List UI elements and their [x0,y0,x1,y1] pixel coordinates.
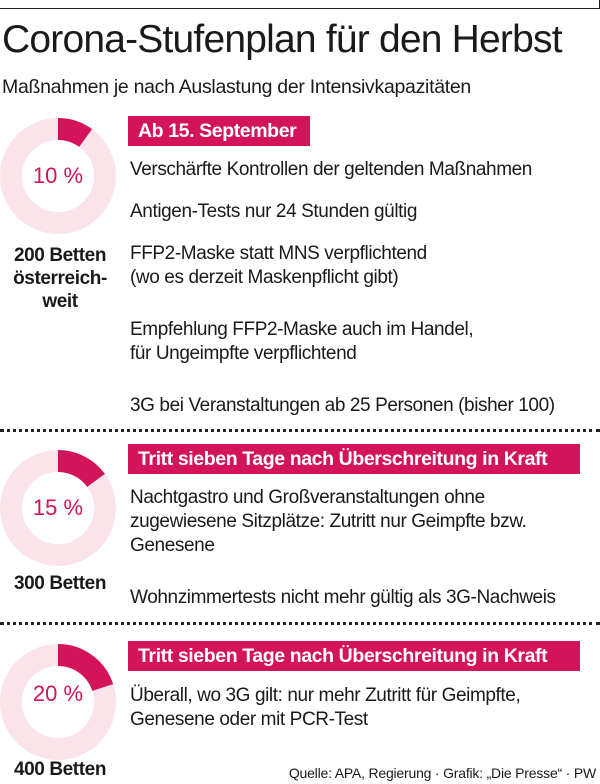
measure-line: FFP2-Maske statt MNS verpflichtend [130,243,427,264]
measure-line: zugewiesene Sitzplätze: Zutritt nur Geimpfte bzw. [130,511,527,532]
source-note: Quelle: APA, Regierung · Grafik: „Die Presse“ · PW [288,765,596,781]
chart-title: Corona-Stufenplan für den Herbst [2,18,562,61]
beds-line: 200 Betten [13,245,107,266]
measure-item [130,684,600,732]
beds-line: weit [42,291,78,312]
percent-label-stage-1: 10 % [32,163,84,188]
beds-label-stage-1 [0,244,120,313]
measure-line: 3G bei Veranstaltungen ab 25 Personen (bisher 100) [130,395,555,416]
donut-segment-10 [58,129,86,138]
chart-subtitle: Maßnahmen je nach Auslastung der Intensivkapazitäten [2,76,471,98]
donut-segment-15 [58,461,96,480]
beds-label-stage-2 [0,572,120,595]
dotted-separator [0,622,600,625]
percent-label-stage-3: 20 % [32,681,84,706]
stage-3-header: Tritt sieben Tage nach Überschreitung in Kraft [128,641,580,671]
stage-2-header: Tritt sieben Tage nach Überschreitung in Kraft [128,444,580,474]
measure-item [130,200,600,224]
measure-line: Wohnzimmertests nicht mehr gültig als 3G-Nachweis [130,587,556,608]
measure-line: Antigen-Tests nur 24 Stunden gültig [130,201,418,222]
beds-line: österreich- [13,268,107,289]
measure-line: Verschärfte Kontrollen der geltenden Maßnahmen [130,159,532,180]
measure-item [130,158,600,182]
measure-item [130,486,600,558]
beds-line: 400 Betten [13,759,107,780]
measure-item [130,394,600,418]
top-rule [0,8,600,9]
measure-line: Genesene oder mit PCR-Test [130,709,368,730]
beds-line: 300 Betten [13,573,107,594]
measure-item [130,586,600,610]
measure-line: Überall, wo 3G gilt: nur mehr Zutritt für Geimpfte, [130,685,521,706]
measure-item [130,242,600,290]
measure-line: Nachtgastro und Großveranstaltungen ohne [130,487,485,508]
percent-label-stage-2: 15 % [32,495,84,520]
beds-label-stage-3 [0,758,120,781]
dotted-separator [0,429,600,432]
measure-line: Empfehlung FFP2-Maske auch im Handel, [130,319,474,340]
measure-line: (wo es derzeit Maskenpflicht gibt) [130,267,399,288]
measure-line: für Ungeimpfte verpflichtend [130,343,357,364]
measure-line: Genesene [130,535,215,556]
stage-1-header: Ab 15. September [128,116,310,146]
measure-item [130,318,600,366]
